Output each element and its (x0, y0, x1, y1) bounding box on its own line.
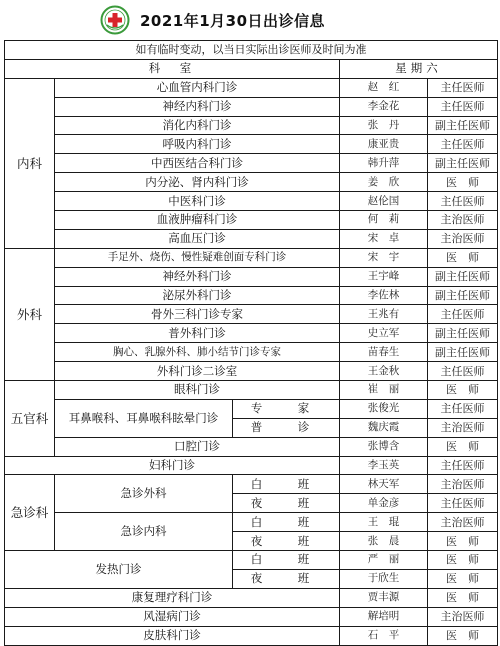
dept-name-ent-group: 耳鼻喉科、耳鼻喉科眩晕门诊 (55, 399, 233, 437)
dept-name: 普外科门诊 (55, 324, 340, 343)
doctor-name: 王 琨 (340, 513, 428, 532)
doctor-title: 主任医师 (428, 78, 498, 97)
notice-row (5, 41, 498, 60)
doctor-title: 主治医师 (428, 475, 498, 494)
doctor-name: 李佐林 (340, 286, 428, 305)
dept-name: 急诊外科 (55, 475, 233, 513)
dept-name: 高血压门诊 (55, 229, 340, 248)
shift-night: 夜 班 (233, 569, 340, 588)
table-row (5, 192, 498, 211)
shift-day: 白 班 (233, 475, 340, 494)
notice-text: 如有临时变动，以当日实际出诊医师及时间为准 (5, 41, 498, 60)
table-row (5, 78, 498, 97)
dept-name: 胸心、乳腺外科、肺小结节门诊专家 (55, 343, 340, 362)
doctor-title: 医 师 (428, 381, 498, 400)
table-row (5, 229, 498, 248)
table-row (5, 324, 498, 343)
doctor-title: 副主任医师 (428, 267, 498, 286)
dept-name: 皮肤科门诊 (5, 626, 340, 645)
category-internal: 内科 (5, 78, 55, 248)
doctor-name: 石 平 (340, 626, 428, 645)
doctor-title: 副主任医师 (428, 116, 498, 135)
dept-name: 手足外、烧伤、慢性疑难创面专科门诊 (55, 248, 340, 267)
doctor-title: 主治医师 (428, 513, 498, 532)
doctor-name: 于欣生 (340, 569, 428, 588)
table-row (5, 551, 498, 570)
table-row (5, 116, 498, 135)
doctor-title: 主任医师 (428, 494, 498, 513)
doctor-name: 苗春生 (340, 343, 428, 362)
dept-name: 急诊内科 (55, 513, 233, 551)
header (0, 0, 500, 40)
dept-name: 血液肿瘤科门诊 (55, 211, 340, 230)
dept-name: 妇科门诊 (5, 456, 340, 475)
doctor-name: 宋 卓 (340, 229, 428, 248)
doctor-name: 张 丹 (340, 116, 428, 135)
table-row (5, 135, 498, 154)
shift-day: 白 班 (233, 551, 340, 570)
table-row (5, 456, 498, 475)
doctor-name: 解培明 (340, 607, 428, 626)
doctor-name: 王金秋 (340, 362, 428, 381)
doctor-name: 魏庆霞 (340, 418, 428, 437)
table-row (5, 513, 498, 532)
dept-name: 康复理疗科门诊 (5, 588, 340, 607)
shift-night: 夜 班 (233, 494, 340, 513)
dept-name: 神经内科门诊 (55, 97, 340, 116)
table-row (5, 399, 498, 418)
doctor-name: 单金彦 (340, 494, 428, 513)
doctor-title: 医 师 (428, 569, 498, 588)
session-general: 普 诊 (233, 418, 340, 437)
dept-name: 骨外三科门诊专家 (55, 305, 340, 324)
table-row (5, 588, 498, 607)
category-surgery: 外科 (5, 248, 55, 380)
dept-name: 神经外科门诊 (55, 267, 340, 286)
table-row (5, 343, 498, 362)
doctor-title: 主治医师 (428, 607, 498, 626)
dept-name: 眼科门诊 (55, 381, 340, 400)
doctor-name: 康亚贵 (340, 135, 428, 154)
table-row (5, 154, 498, 173)
doctor-title: 副主任医师 (428, 286, 498, 305)
category-emergency: 急诊科 (5, 475, 55, 551)
doctor-title: 主任医师 (428, 399, 498, 418)
doctor-name: 姜 欣 (340, 173, 428, 192)
dept-name: 口腔门诊 (55, 437, 340, 456)
department-column-header: 科 室 (5, 59, 340, 78)
doctor-name: 李玉英 (340, 456, 428, 475)
dept-name: 心血管内科门诊 (55, 78, 340, 97)
doctor-title: 医 师 (428, 437, 498, 456)
doctor-title: 主任医师 (428, 456, 498, 475)
dept-name: 内分泌、肾内科门诊 (55, 173, 340, 192)
doctor-title: 医 师 (428, 551, 498, 570)
schedule-table (4, 40, 498, 646)
shift-night: 夜 班 (233, 532, 340, 551)
table-row (5, 248, 498, 267)
doctor-name: 张 晨 (340, 532, 428, 551)
dept-name: 风湿病门诊 (5, 607, 340, 626)
table-row (5, 437, 498, 456)
doctor-name: 张俊光 (340, 399, 428, 418)
doctor-title: 副主任医师 (428, 154, 498, 173)
doctor-title: 主任医师 (428, 192, 498, 211)
doctor-title: 医 师 (428, 173, 498, 192)
table-row (5, 267, 498, 286)
session-expert: 专 家 (233, 399, 340, 418)
dept-name: 中西医结合科门诊 (55, 154, 340, 173)
doctor-title: 副主任医师 (428, 324, 498, 343)
doctor-name: 史立军 (340, 324, 428, 343)
dept-name: 泌尿外科门诊 (55, 286, 340, 305)
table-row (5, 286, 498, 305)
table-row (5, 305, 498, 324)
table-row (5, 362, 498, 381)
dept-name: 中医科门诊 (55, 192, 340, 211)
dept-name: 呼吸内科门诊 (55, 135, 340, 154)
doctor-title: 主任医师 (428, 305, 498, 324)
doctor-title: 医 师 (428, 626, 498, 645)
doctor-title: 主任医师 (428, 97, 498, 116)
dept-name: 发热门诊 (5, 551, 233, 589)
doctor-title: 主治医师 (428, 211, 498, 230)
doctor-name: 赵伦国 (340, 192, 428, 211)
saturday-column-header: 星期六 (340, 59, 498, 78)
doctor-title: 副主任医师 (428, 343, 498, 362)
dept-name: 消化内科门诊 (55, 116, 340, 135)
doctor-title: 医 师 (428, 532, 498, 551)
table-row (5, 97, 498, 116)
doctor-name: 严 丽 (340, 551, 428, 570)
table-row (5, 607, 498, 626)
page-title: 2021年1月30日出诊信息 (140, 12, 326, 30)
table-row (5, 475, 498, 494)
doctor-title: 医 师 (428, 588, 498, 607)
doctor-name: 王宇峰 (340, 267, 428, 286)
doctor-name: 何 莉 (340, 211, 428, 230)
doctor-name: 张博含 (340, 437, 428, 456)
hospital-logo-icon (100, 5, 130, 35)
doctor-name: 宋 宇 (340, 248, 428, 267)
table-row (5, 626, 498, 645)
doctor-name: 王兆有 (340, 305, 428, 324)
doctor-title: 主治医师 (428, 229, 498, 248)
doctor-name: 赵 红 (340, 78, 428, 97)
doctor-name: 崔 丽 (340, 381, 428, 400)
column-header-row (5, 59, 498, 78)
doctor-name: 韩升萍 (340, 154, 428, 173)
table-row (5, 381, 498, 400)
shift-day: 白 班 (233, 513, 340, 532)
doctor-title: 主治医师 (428, 418, 498, 437)
doctor-name: 贾丰源 (340, 588, 428, 607)
doctor-title: 主任医师 (428, 362, 498, 381)
category-ent: 五官科 (5, 381, 55, 457)
table-row (5, 211, 498, 230)
dept-name: 外科门诊二诊室 (55, 362, 340, 381)
doctor-title: 主任医师 (428, 135, 498, 154)
doctor-name: 林天军 (340, 475, 428, 494)
table-row (5, 173, 498, 192)
doctor-title: 医 师 (428, 248, 498, 267)
doctor-name: 李金花 (340, 97, 428, 116)
